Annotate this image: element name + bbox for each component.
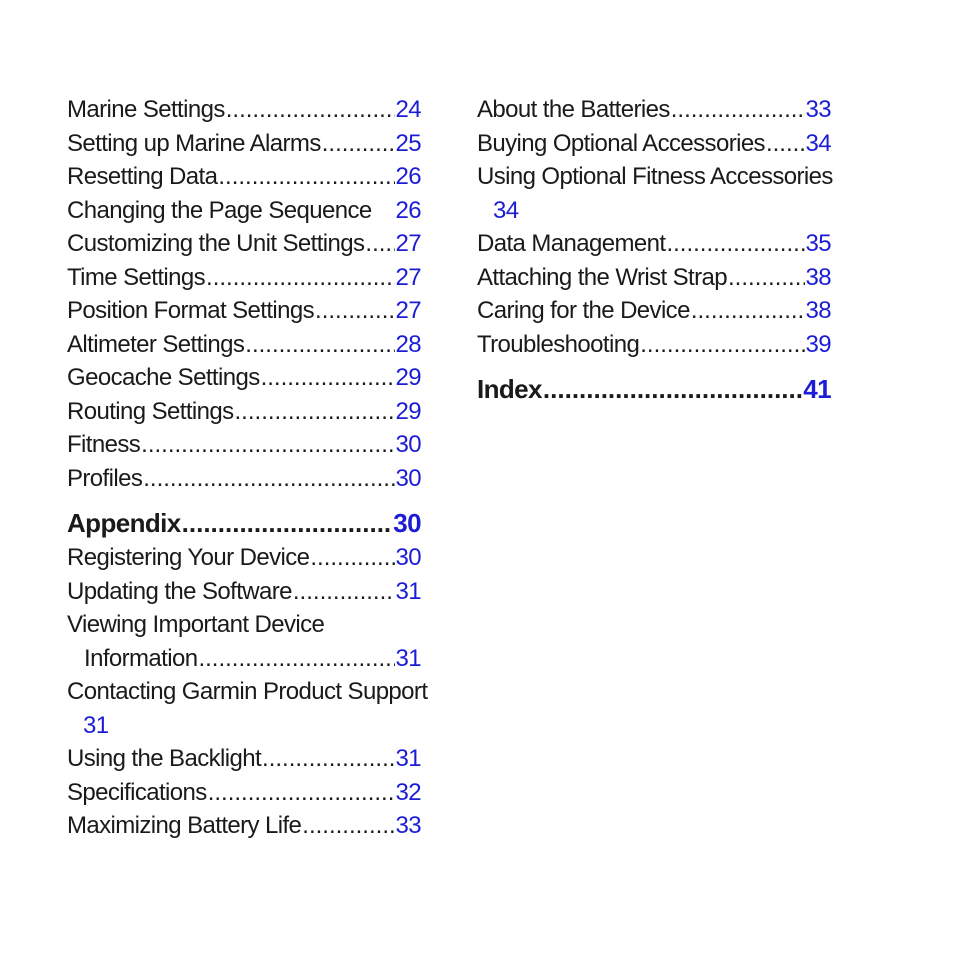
entry-title: Caring for the Device <box>477 297 690 324</box>
page-link[interactable]: 38 <box>805 263 831 291</box>
section-title: Index <box>477 374 542 404</box>
leader-dots <box>293 575 395 609</box>
page-link[interactable]: 27 <box>395 230 421 257</box>
toc-entry[interactable] <box>67 541 421 575</box>
page-link[interactable]: 31 <box>83 711 109 739</box>
entry-title: Using Optional Fitness Accessories <box>477 163 833 190</box>
leader-dots <box>691 294 805 328</box>
toc-entry[interactable] <box>477 328 831 362</box>
toc-section-heading[interactable] <box>67 506 421 541</box>
toc-entry[interactable] <box>67 261 421 295</box>
entry-title: Customizing the Unit Settings <box>67 230 365 257</box>
page-link[interactable]: 38 <box>805 297 831 324</box>
page-link[interactable]: 34 <box>805 129 831 157</box>
leader-dots <box>198 642 394 676</box>
toc-entry[interactable] <box>67 395 421 429</box>
entry-title: Geocache Settings <box>67 364 260 391</box>
entry-title: Troubleshooting <box>477 330 640 358</box>
page-link[interactable]: 30 <box>395 431 421 458</box>
toc-entry[interactable] <box>67 160 421 194</box>
leader-dots <box>208 776 395 810</box>
toc-entry[interactable] <box>67 428 421 462</box>
leader-dots <box>261 361 395 395</box>
leader-dots <box>671 93 805 127</box>
leader-dots <box>245 328 394 362</box>
page-link[interactable]: 32 <box>395 778 421 806</box>
entry-title: Registering Your Device <box>67 544 310 571</box>
toc-entry[interactable] <box>477 261 831 295</box>
entry-title: Altimeter Settings <box>67 330 245 358</box>
toc-entry[interactable] <box>477 93 831 127</box>
page-link[interactable]: 39 <box>805 330 831 358</box>
leader-dots <box>262 742 394 776</box>
entry-title: Specifications <box>67 778 207 806</box>
leader-dots <box>766 127 805 161</box>
page-link[interactable]: 31 <box>395 644 421 672</box>
toc-entry[interactable] <box>67 93 421 127</box>
entry-title: Viewing Important Device <box>67 611 325 638</box>
toc-entry[interactable] <box>67 127 421 161</box>
entry-title-continued: Information <box>84 644 198 672</box>
page-link[interactable]: 28 <box>395 330 421 358</box>
page-link[interactable]: 27 <box>395 263 421 291</box>
toc-entry-wrapped[interactable] <box>67 675 428 742</box>
toc-entry[interactable] <box>67 294 421 328</box>
page-link[interactable]: 26 <box>395 163 421 190</box>
page-link[interactable]: 35 <box>805 230 831 257</box>
page-link[interactable]: 33 <box>395 812 421 839</box>
toc-entry[interactable] <box>67 776 421 810</box>
leader-dots <box>728 261 804 295</box>
leader-dots <box>141 428 394 462</box>
toc-section-heading[interactable] <box>477 372 831 407</box>
entry-title: Data Management <box>477 230 666 257</box>
toc-right-column <box>477 93 831 407</box>
entry-title: Contacting Garmin Product Support <box>67 678 428 705</box>
toc-entry-wrapped-line[interactable] <box>67 608 421 642</box>
leader-dots <box>235 395 395 429</box>
page-link[interactable]: 26 <box>395 196 421 224</box>
page-link[interactable]: 27 <box>395 297 421 324</box>
page-link[interactable]: 33 <box>805 96 831 123</box>
page-link[interactable]: 31 <box>395 745 421 772</box>
entry-title: Buying Optional Accessories <box>477 129 765 157</box>
entry-title: Changing the Page Sequence <box>67 196 372 224</box>
page-link[interactable]: 30 <box>395 544 421 571</box>
page-link[interactable]: 30 <box>393 508 421 538</box>
toc-left-column <box>67 93 428 843</box>
leader-dots <box>218 160 394 194</box>
page-link[interactable]: 24 <box>395 96 421 123</box>
page-link[interactable]: 30 <box>395 464 421 492</box>
toc-entry-wrapped[interactable] <box>477 160 831 227</box>
toc-entry[interactable] <box>67 227 421 261</box>
page-link[interactable]: 34 <box>493 196 519 224</box>
toc-entry[interactable] <box>67 328 421 362</box>
leader-dots <box>315 294 394 328</box>
page-link[interactable]: 41 <box>803 374 831 404</box>
entry-title: Profiles <box>67 464 143 492</box>
entry-title: Routing Settings <box>67 397 234 425</box>
leader-dots <box>666 227 804 261</box>
toc-entry[interactable] <box>477 127 831 161</box>
toc-entry[interactable] <box>67 809 421 843</box>
toc-entry[interactable] <box>67 194 421 228</box>
page-link[interactable]: 25 <box>395 129 421 157</box>
page-link[interactable]: 29 <box>395 364 421 391</box>
leader-dots <box>226 93 395 127</box>
toc-entry[interactable] <box>477 294 831 328</box>
entry-title: Maximizing Battery Life <box>67 812 302 839</box>
entry-title: Updating the Software <box>67 577 292 605</box>
toc-entry[interactable] <box>67 462 421 496</box>
leader-dots <box>143 462 394 496</box>
toc-entry[interactable] <box>67 642 421 676</box>
entry-title: Position Format Settings <box>67 297 315 324</box>
entry-title: Resetting Data <box>67 163 218 190</box>
leader-dots <box>310 541 394 575</box>
leader-dots <box>206 261 394 295</box>
entry-title: Attaching the Wrist Strap <box>477 263 728 291</box>
entry-title: Time Settings <box>67 263 206 291</box>
leader-dots <box>640 328 804 362</box>
toc-entry[interactable] <box>67 361 421 395</box>
entry-title: Fitness <box>67 431 141 458</box>
toc-entry[interactable] <box>67 575 421 609</box>
leader-dots <box>322 127 395 161</box>
leader-dots <box>182 506 393 541</box>
entry-title: Setting up Marine Alarms <box>67 129 321 157</box>
entry-title: Marine Settings <box>67 96 225 123</box>
leader-dots <box>543 372 802 407</box>
entry-title: Using the Backlight <box>67 745 262 772</box>
page-link[interactable]: 31 <box>395 577 421 605</box>
toc-entry[interactable] <box>477 227 831 261</box>
toc-entry[interactable] <box>67 742 421 776</box>
page-link[interactable]: 29 <box>395 397 421 425</box>
entry-title: About the Batteries <box>477 96 670 123</box>
section-title: Appendix <box>67 508 181 538</box>
leader-dots <box>365 227 394 261</box>
leader-dots <box>302 809 394 843</box>
